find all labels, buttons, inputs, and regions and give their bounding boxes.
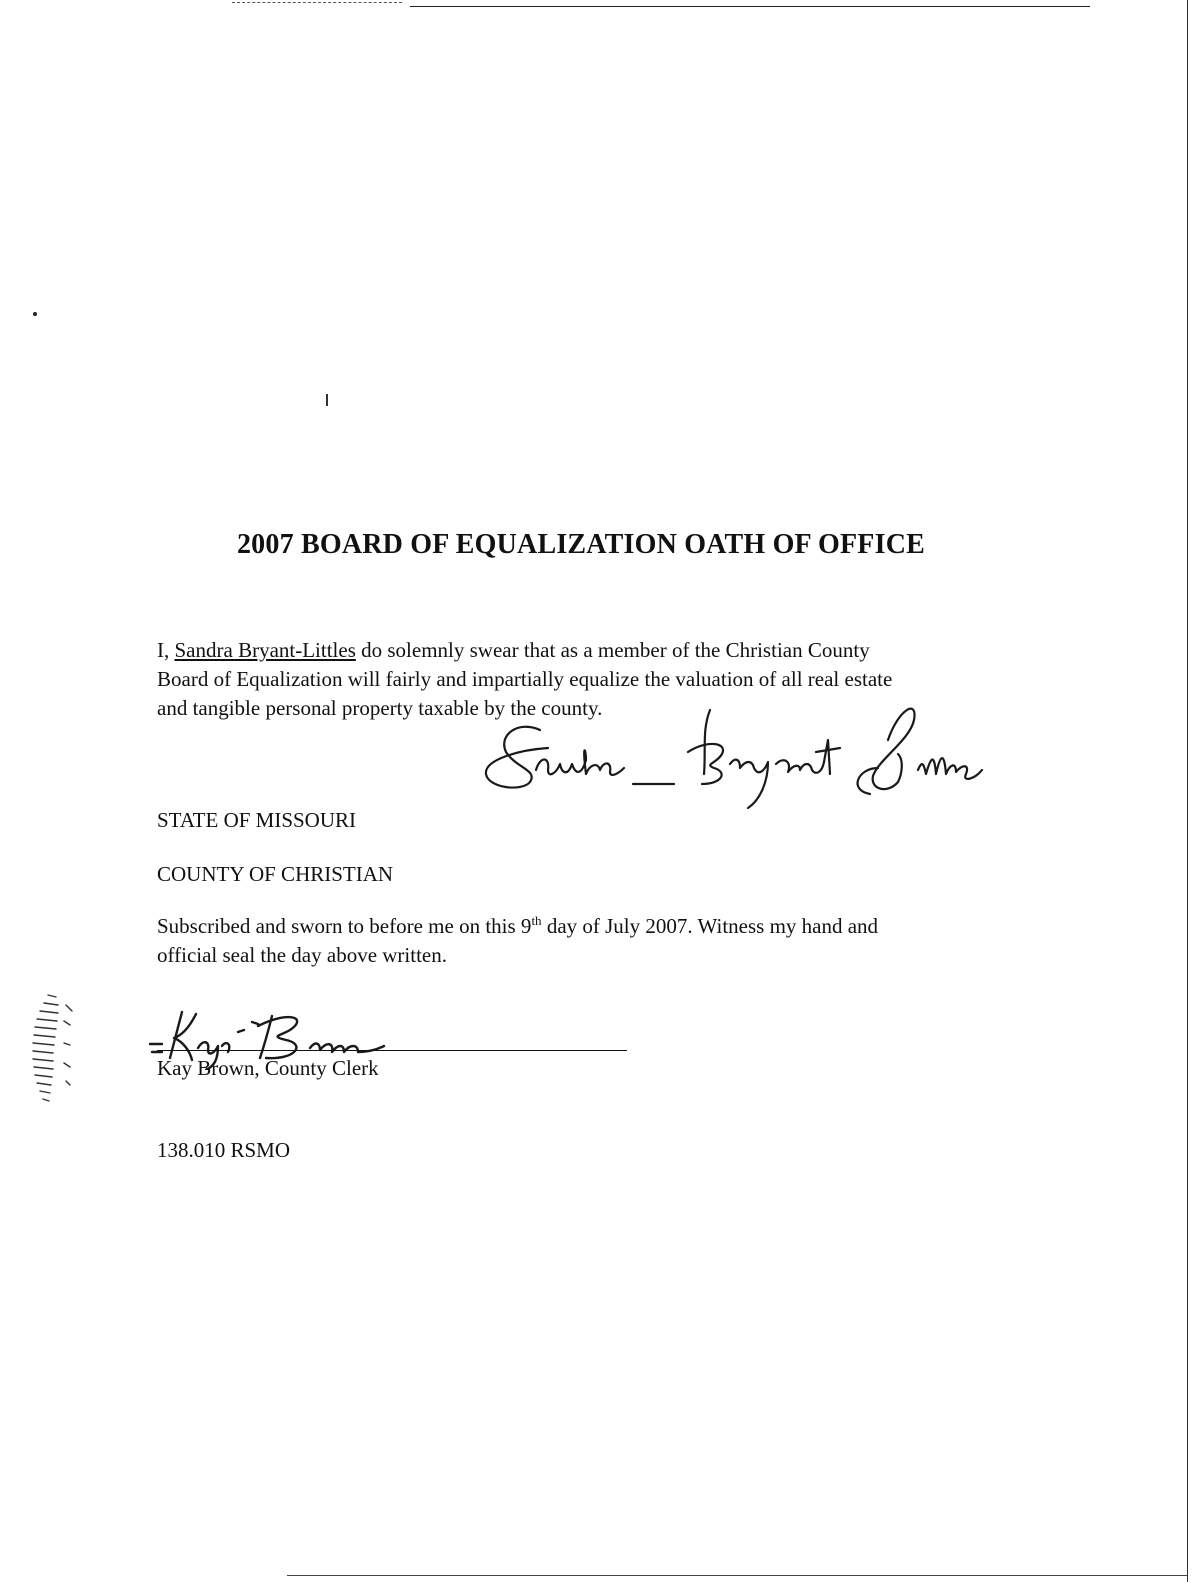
oath-line-1 bbox=[157, 636, 1007, 665]
oath-prefix: I, bbox=[157, 638, 175, 662]
oath-line-1-rest: do solemnly swear that as a member of the Christian County bbox=[355, 638, 870, 662]
scan-artifact-line bbox=[232, 2, 402, 3]
sworn-part-1: Subscribed and sworn to before me on this 9 bbox=[157, 914, 532, 938]
day-suffix: th bbox=[531, 913, 542, 928]
sworn-paragraph bbox=[157, 912, 1007, 970]
statute-reference: 138.010 RSMO bbox=[157, 1138, 291, 1162]
signature-line bbox=[157, 1050, 627, 1051]
member-name: Sandra Bryant-Littles bbox=[174, 638, 356, 662]
oath-line-2: Board of Equalization will fairly and impartially equalize the valuation of all real estate bbox=[157, 667, 893, 691]
scan-speck bbox=[33, 312, 37, 316]
county-line: COUNTY OF CHRISTIAN bbox=[157, 862, 394, 886]
state-line: STATE OF MISSOURI bbox=[157, 808, 357, 832]
notary-seal-impression bbox=[20, 985, 80, 1125]
sworn-line-2: official seal the day above written. bbox=[157, 943, 448, 967]
clerk-name-line: Kay Brown, County Clerk bbox=[157, 1056, 379, 1080]
scan-artifact-line bbox=[287, 1575, 1187, 1576]
sworn-line-1 bbox=[157, 912, 1007, 941]
member-signature bbox=[478, 690, 988, 820]
oath-line-3: and tangible personal property taxable by the county. bbox=[157, 696, 603, 720]
document-title: 2007 BOARD OF EQUALIZATION OATH OF OFFICE bbox=[236, 529, 926, 560]
scan-speck bbox=[326, 394, 328, 406]
page-edge bbox=[1187, 0, 1188, 1582]
scan-artifact-line bbox=[410, 6, 1090, 7]
sworn-part-2: day of July 2007. Witness my hand and bbox=[541, 914, 879, 938]
